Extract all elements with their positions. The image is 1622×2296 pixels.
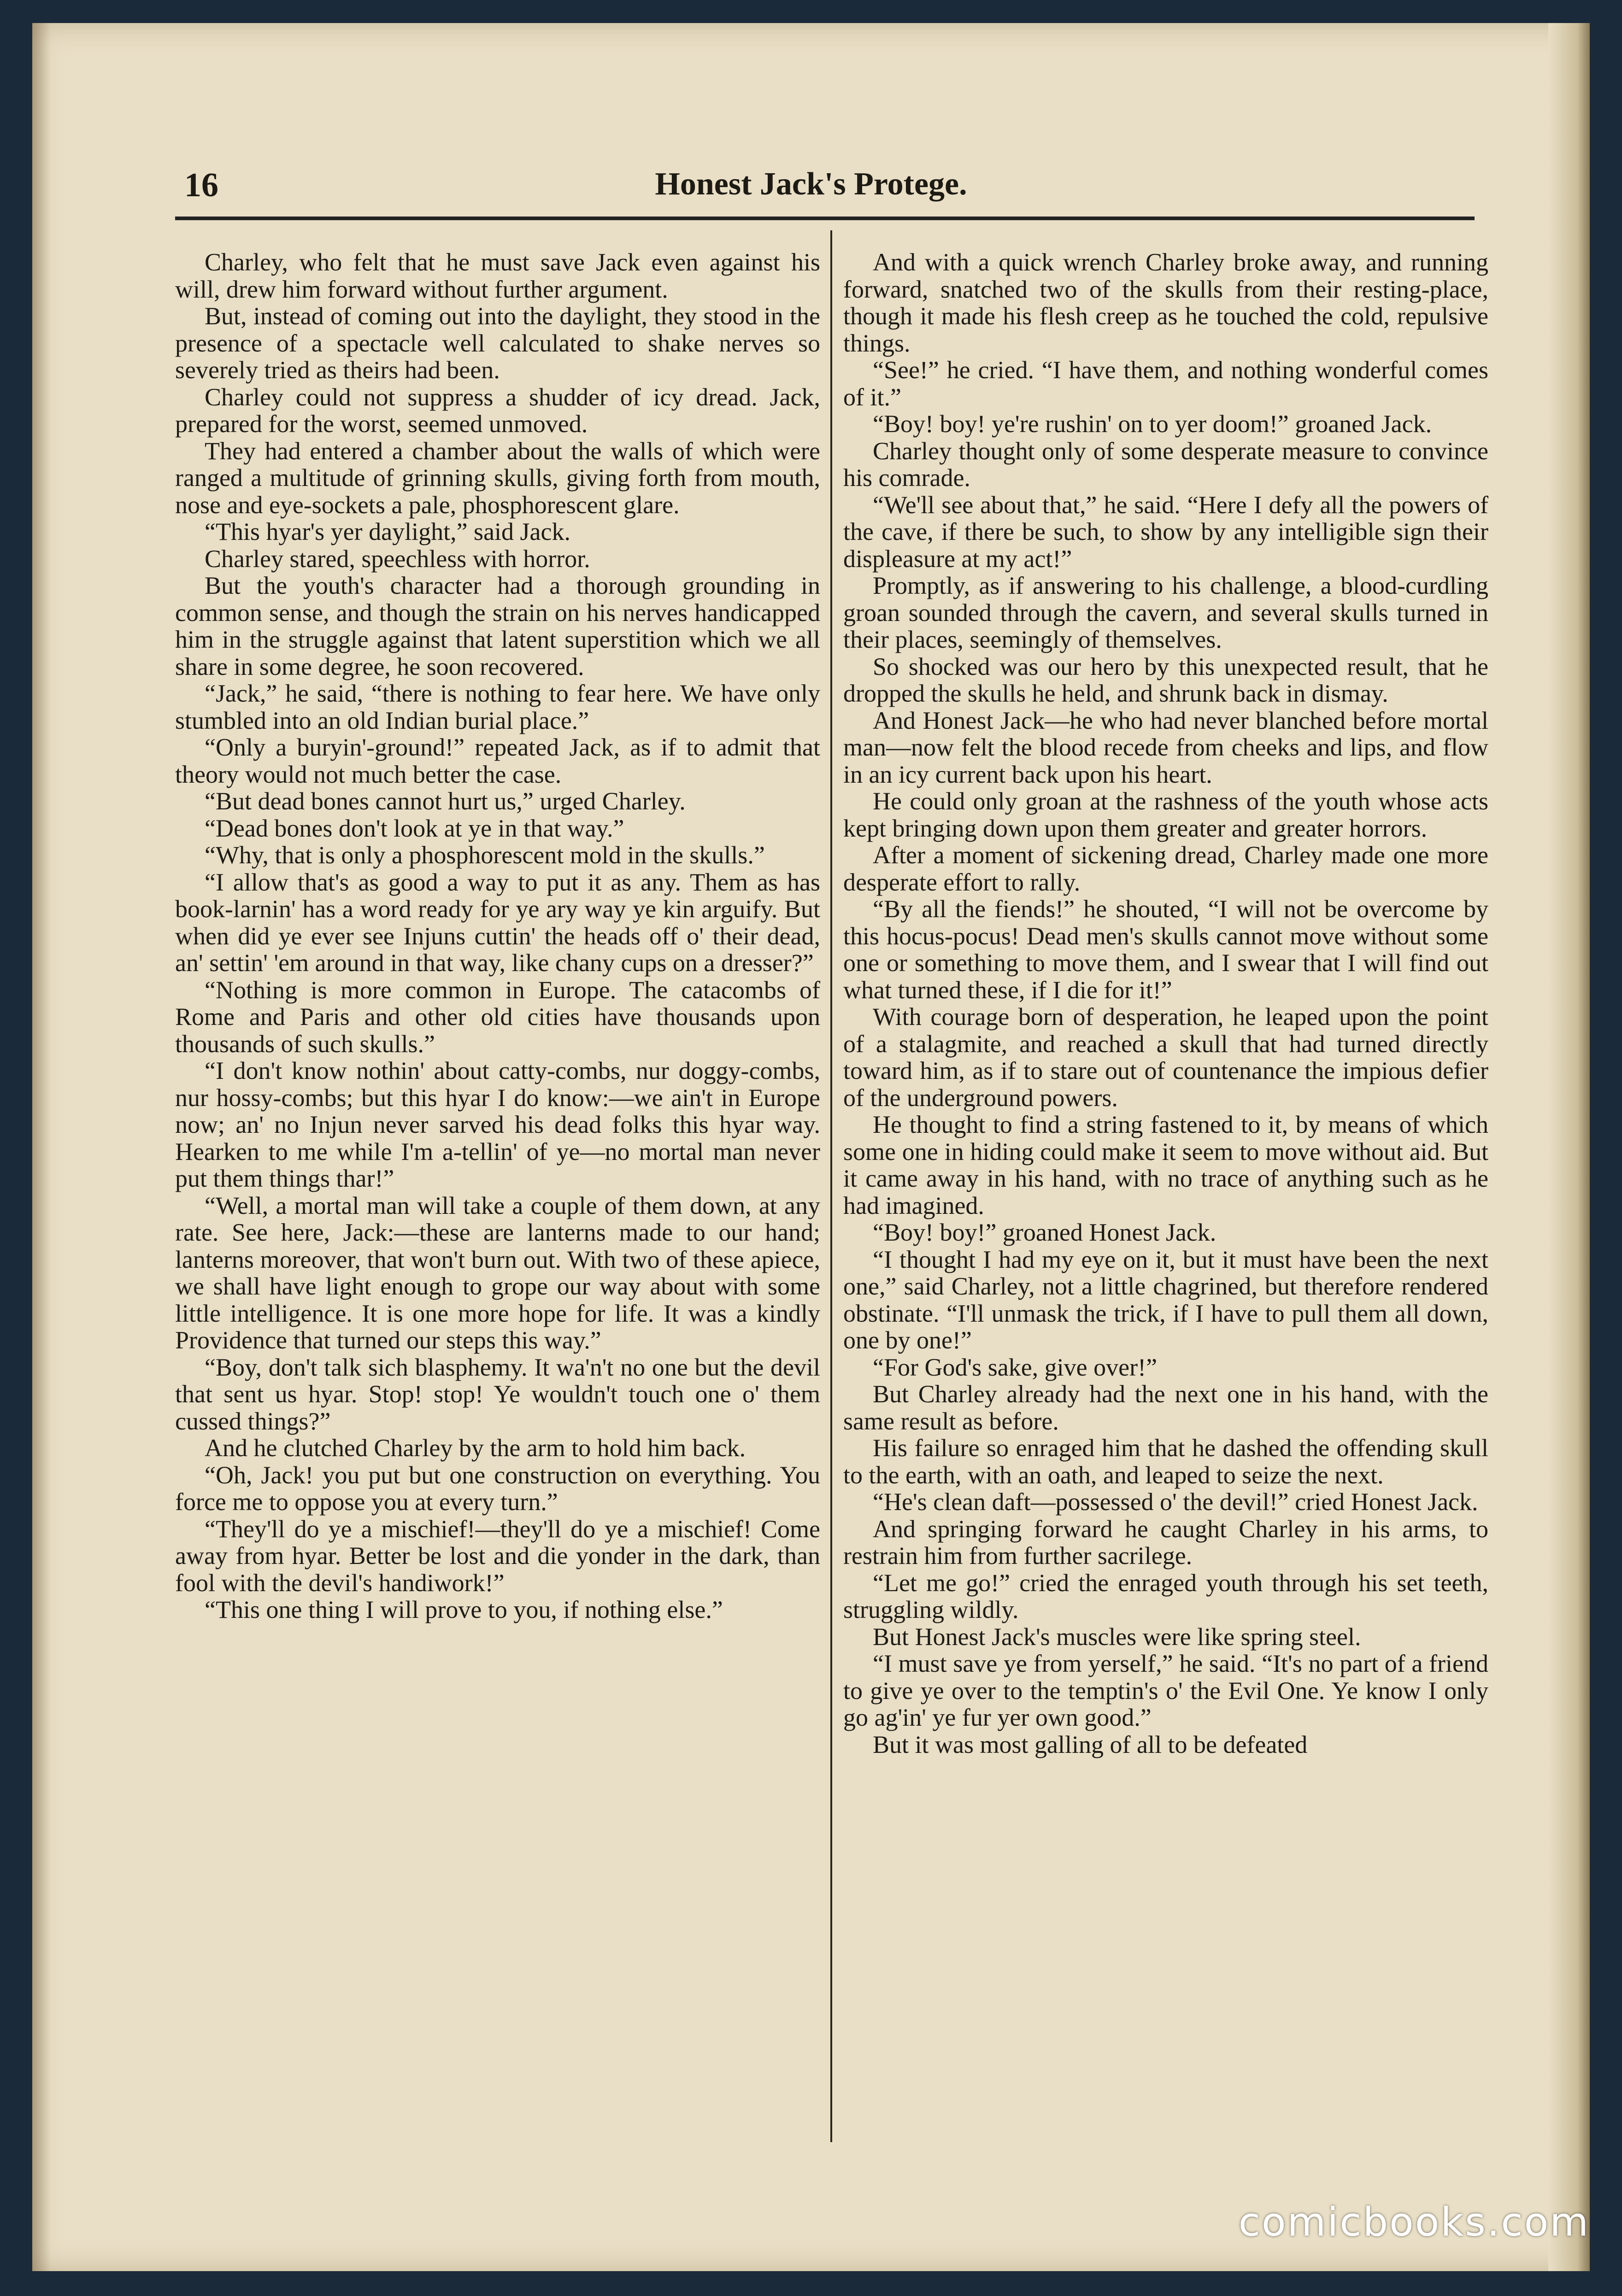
paragraph: “We'll see about that,” he said. “Here I defy all the powers of the cave, if there be such, to show by any intelligible sign their displeasure at my act!” (843, 491, 1488, 573)
paragraph: But Charley already had the next one in his hand, with the same result as before. (843, 1380, 1488, 1435)
paragraph: “Only a buryin'-ground!” repeated Jack, as if to admit that theory would not much better the case. (175, 733, 820, 788)
paragraph: “But dead bones cannot hurt us,” urged Charley. (205, 787, 686, 815)
watermark: comicbooks.com (1238, 2199, 1590, 2245)
paragraph: Charley, who felt that he must save Jack even against his will, drew him forward without further argument. (175, 249, 820, 303)
paragraph: “This hyar's yer daylight,” said Jack. (205, 518, 570, 545)
paragraph: “He's clean daft—possessed o' the devil!” cried Honest Jack. (873, 1488, 1478, 1516)
paragraph: And he clutched Charley by the arm to hold him back. (205, 1434, 746, 1462)
page-number: 16 (184, 166, 218, 204)
paragraph: “See!” he cried. “I have them, and nothing wonderful comes of it.” (843, 356, 1488, 411)
paragraph: “Why, that is only a phosphorescent mold in the skulls.” (205, 841, 765, 869)
paragraph: He could only groan at the rashness of the youth whose acts kept bringing down upon them greater and greater horrors. (843, 787, 1488, 842)
paragraph: “Oh, Jack! you put but one construction on everything. You force me to oppose you at every turn.” (175, 1461, 820, 1516)
paragraph: Charley stared, speechless with horror. (205, 545, 590, 573)
paragraph: Charley could not suppress a shudder of icy dread. Jack, prepared for the worst, seemed unmoved. (175, 383, 820, 438)
page-header (147, 166, 1475, 221)
paragraph: But it was most galling of all to be defeated (873, 1730, 1308, 1758)
right-column (843, 249, 1488, 2138)
paragraph: “They'll do ye a mischief!—they'll do ye a mischief! Come away from hyar. Better be lost and die yonder in the dark, than fool with the devil's handiwork!” (175, 1515, 820, 1597)
paragraph: “Dead bones don't look at ye in that way.” (205, 814, 624, 842)
paragraph: But Honest Jack's muscles were like spring steel. (873, 1622, 1361, 1651)
running-title: Honest Jack's Protege. (655, 166, 967, 202)
paragraph: “I allow that's as good a way to put it as any. Them as has book-larnin' has a word ready for ye ary way ye kin arguify. But when did ye ever see Injuns cuttin' the heads off o' their dead, an' settin' 'em around in that way, like chany cups on a dresser?” (175, 868, 820, 977)
paragraph: “For God's sake, give over!” (873, 1353, 1158, 1381)
paragraph: With courage born of desperation, he leaped upon the point of a stalagmite, and reached a skull that had turned directly toward him, as if to stare out of countenance the impious defier of the underground powers. (843, 1003, 1488, 1112)
paragraph: “Nothing is more common in Europe. The catacombs of Rome and Paris and other old cities have thousands upon thousands of such skulls.” (175, 976, 820, 1058)
paragraph: “Let me go!” cried the enraged youth through his set teeth, struggling wildly. (843, 1569, 1488, 1623)
paragraph: “Well, a mortal man will take a couple of them down, at any rate. See here, Jack:—these are lanterns made to our hand; lanterns moreover, that won't burn out. With two of these apiece, we shall have light enough to grope our way about with some little intelligence. It is one more hope for life. It was a kindly Providence that turned our steps this way.” (175, 1191, 820, 1354)
spine-shadow (32, 23, 51, 2271)
paragraph: And with a quick wrench Charley broke away, and running forward, snatched two of the skulls from their resting-place, though it made his flesh creep as he touched the cold, repulsive things. (843, 249, 1488, 357)
paragraph: “Boy, don't talk sich blasphemy. It wa'n't no one but the devil that sent us hyar. Stop! stop! Ye wouldn't touch one o' them cussed things?” (175, 1353, 820, 1435)
paragraph: And Honest Jack—he who had never blanched before mortal man—now felt the blood recede from cheeks and lips, and flow in an icy current back upon his heart. (843, 706, 1488, 788)
paragraph: And springing forward he caught Charley in his arms, to restrain him from further sacrilege. (843, 1515, 1488, 1570)
paragraph: Charley thought only of some desperate measure to convince his comrade. (843, 437, 1488, 492)
paragraph: “I must save ye from yerself,” he said. “It's no part of a friend to give ye over to the temptin's o' the Evil One. Ye know I only go ag'in' ye fur yer own good.” (843, 1650, 1488, 1731)
left-column (175, 249, 820, 2138)
paragraph: “Jack,” he said, “there is nothing to fear here. We have only stumbled into an old Indian burial place.” (175, 679, 820, 734)
paragraph: “This one thing I will prove to you, if nothing else.” (205, 1596, 723, 1623)
paragraph: They had entered a chamber about the walls of which were ranged a multitude of grinning skulls, giving forth from mouth, nose and eye-sockets a pale, phosphorescent glare. (175, 437, 820, 519)
paragraph: But, instead of coming out into the daylight, they stood in the presence of a spectacle well calculated to shake nerves so severely tried as theirs had been. (175, 302, 820, 384)
paragraph: “By all the fiends!” he shouted, “I will not be overcome by this hocus-pocus! Dead men's skulls cannot move without some one or something to move them, and I swear that I will find out what turned these, if I die for it!” (843, 895, 1488, 1004)
paragraph: He thought to find a string fastened to it, by means of which some one in hiding could make it seem to move without aid. But it came away in his hand, with no trace of anything such as he had imagined. (843, 1111, 1488, 1219)
paragraph: Promptly, as if answering to his challenge, a blood-curdling groan sounded through the cavern, and several skulls turned in their places, seemingly of themselves. (843, 572, 1488, 653)
header-rule (175, 217, 1475, 220)
paragraph: His failure so enraged him that he dashed the offending skull to the earth, with an oath, and leaped to seize the next. (843, 1434, 1488, 1489)
paragraph: But the youth's character had a thorough grounding in common sense, and though the strain on his nerves handicapped him in the struggle against that latent superstition which we all share in some degree, he soon recovered. (175, 572, 820, 680)
paragraph: “I thought I had my eye on it, but it must have been the next one,” said Charley, not a little chagrined, but therefore rendered obstinate. “I'll unmask the trick, if I have to pull them all down, one by one!” (843, 1245, 1488, 1354)
paragraph: “Boy! boy!” groaned Honest Jack. (873, 1218, 1216, 1246)
paragraph: “I don't know nothin' about catty-combs, nur doggy-combs, nur hossy-combs; but this hyar I do know:—we ain't in Europe now; an' no Injun never sarved his dead folks this hyar way. Hearken to me while I'm a-tellin' of ye—no mortal man never put them things thar!” (175, 1057, 820, 1192)
page-edge (1548, 23, 1590, 2271)
paragraph: “Boy! boy! ye're rushin' on to yer doom!” groaned Jack. (873, 410, 1432, 438)
column-divider (830, 230, 832, 2142)
paragraph: After a moment of sickening dread, Charley made one more desperate effort to rally. (843, 841, 1488, 896)
paragraph: So shocked was our hero by this unexpected result, that he dropped the skulls he held, and shrunk back in dismay. (843, 652, 1488, 707)
